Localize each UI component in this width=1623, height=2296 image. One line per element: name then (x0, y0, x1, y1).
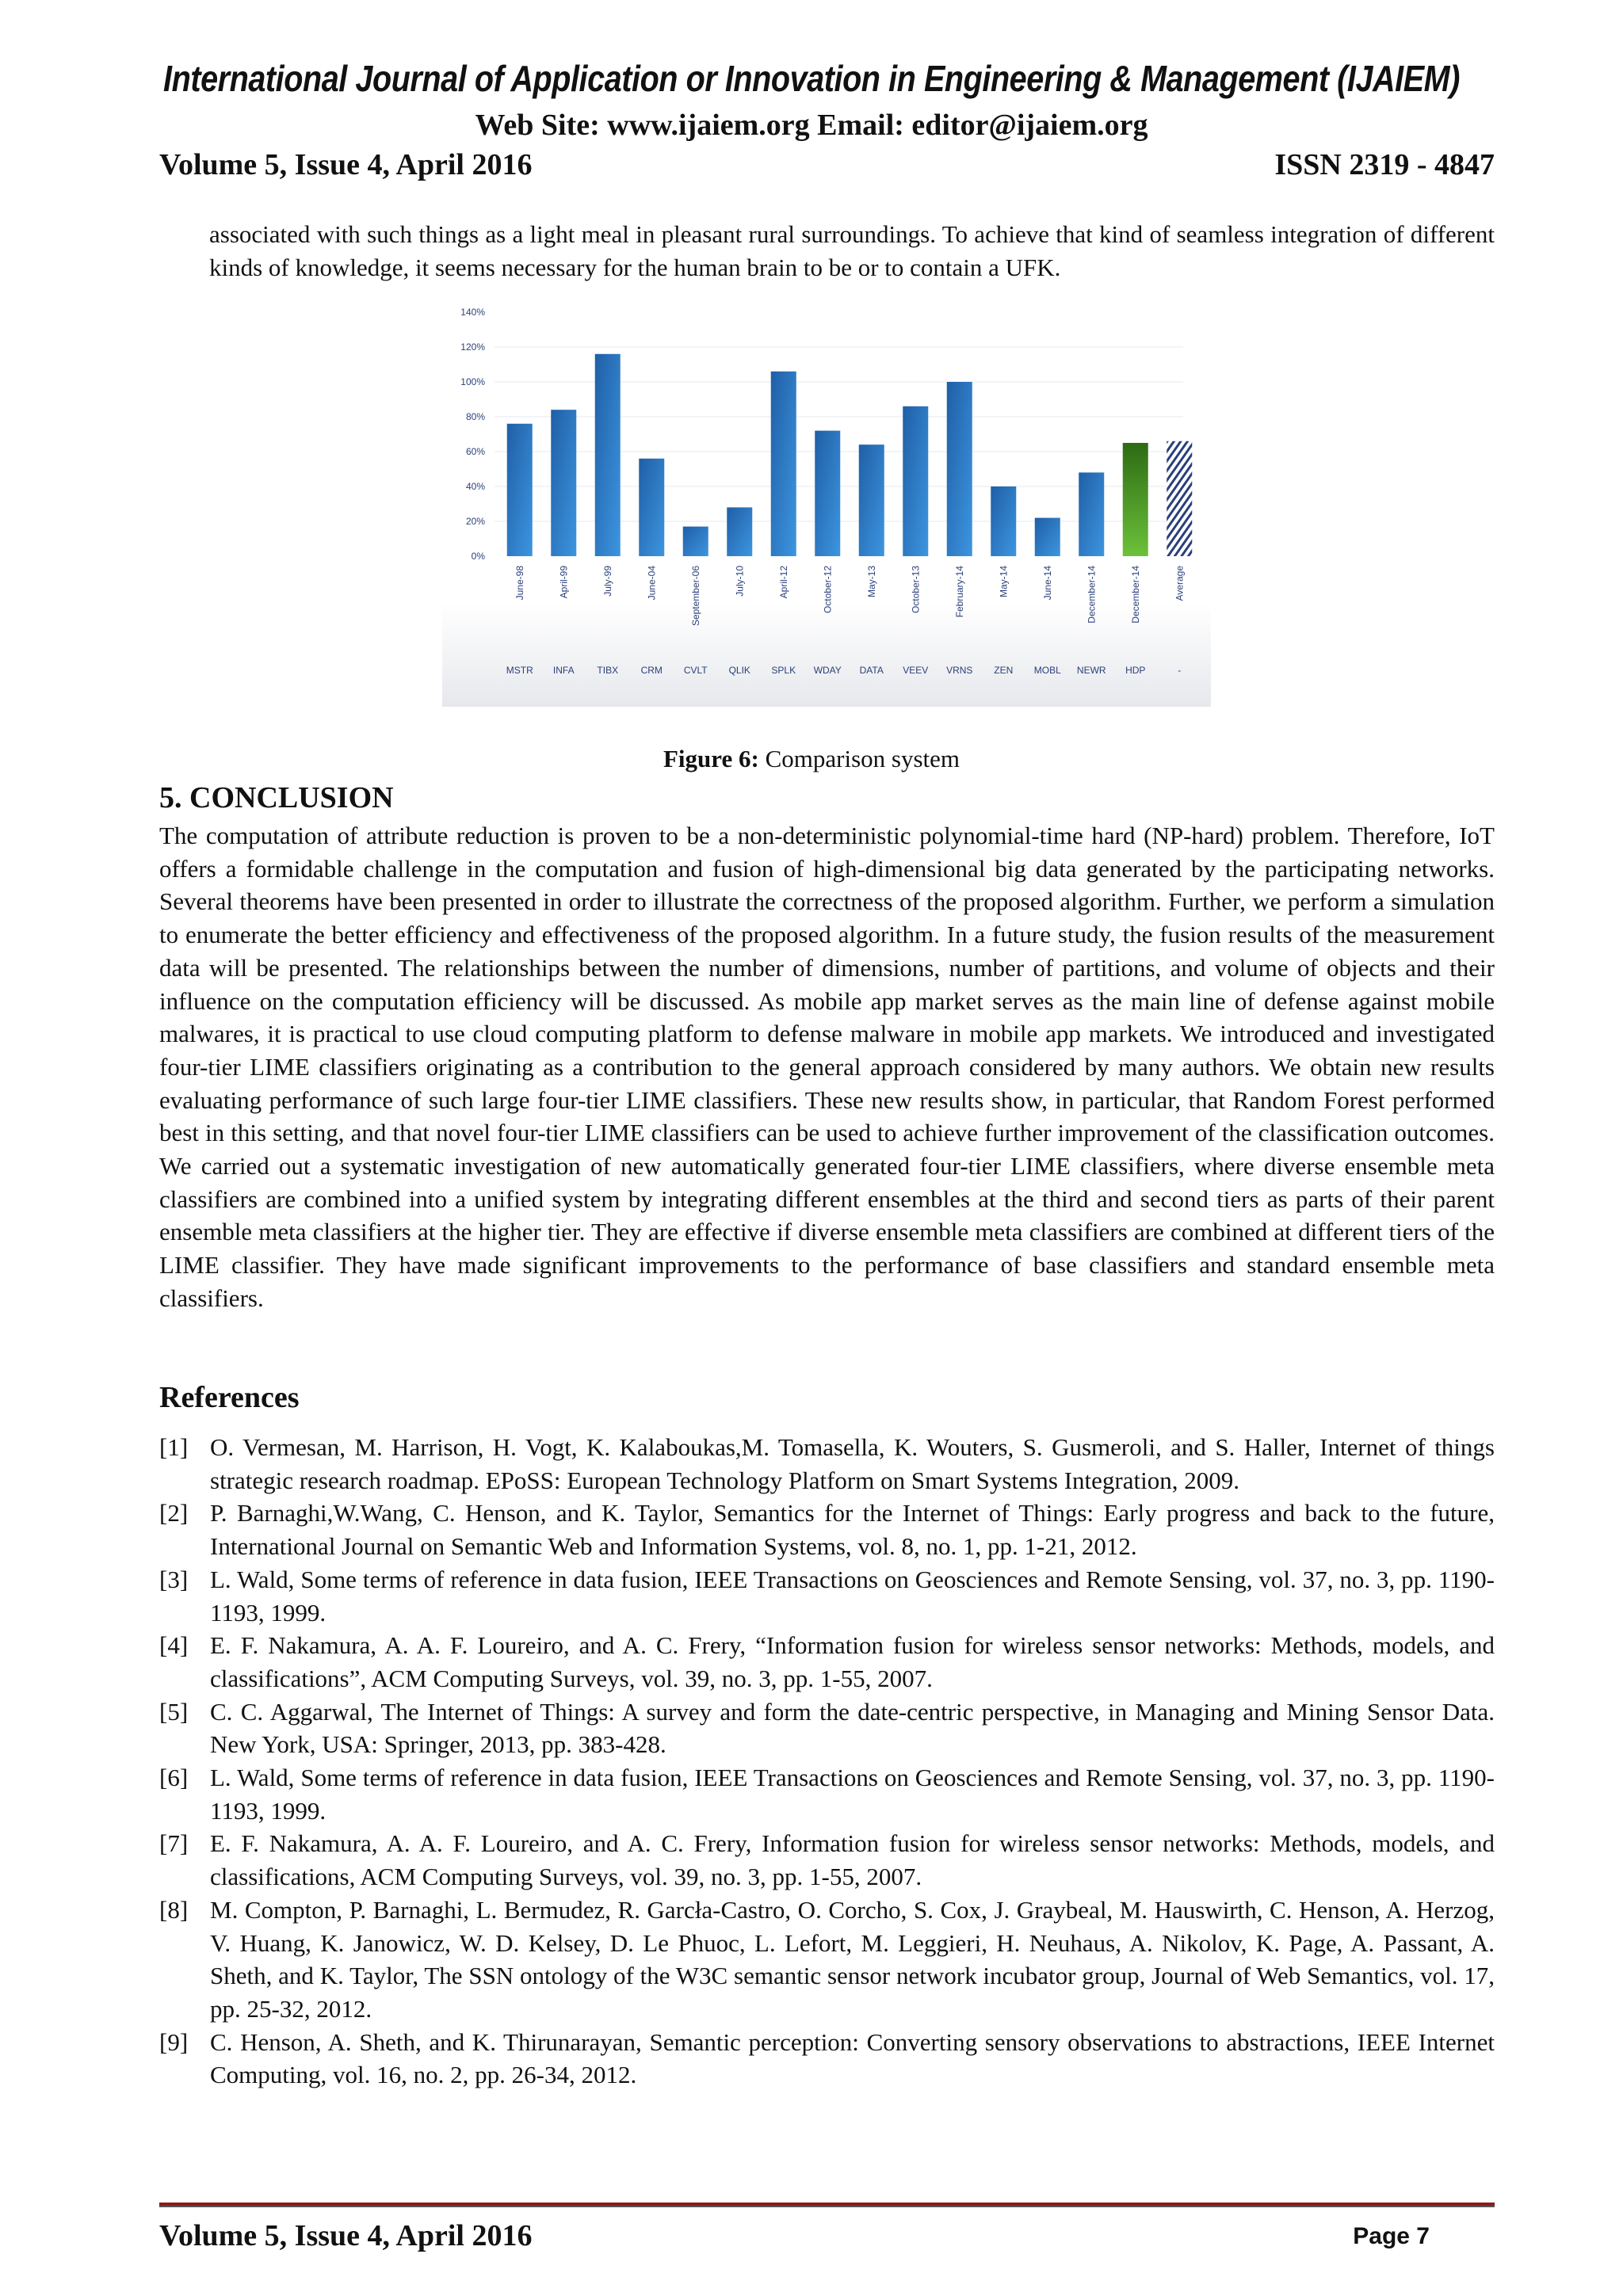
reference-item (159, 1827, 1495, 1893)
x-ticker-label: - (1178, 665, 1182, 676)
bar-crm (639, 459, 664, 556)
figure-label: Figure 6: (663, 745, 759, 772)
bar-data (859, 444, 884, 556)
comparison-bar-chart (442, 295, 1211, 711)
bar-infa (551, 410, 576, 556)
reference-number: [4] (159, 1631, 189, 1660)
y-tick-label: 80% (465, 411, 485, 422)
x-ticker-label: MOBL (1033, 665, 1061, 676)
reference-number: [6] (159, 1764, 189, 1792)
x-ticker-label: VEEV (903, 665, 929, 676)
conclusion-paragraph: The computation of attribute reduction is proven to be a non-deterministic polynomial-time hard (NP-hard) problem. Therefore, IoT offers a formidable challenge in the computation and fusion of high-dimensional big data generated by the participating networks. Several theorems have been presented in order to illustrate the correctness of the proposed algorithm. Further, we perform a simulation to enumerate the better efficiency and effectiveness of the proposed algorithm. In a future study, the fusion results of the measurement data will be presented. The relationships between the number of dimensions, number of partitions, and volume of objects and their influence on the computation efficiency will be discussed. As mobile app market serves as the main line of defense against mobile malwares, it is practical to use cloud computing platform to defense malware in mobile app markets. We introduced and investigated four-tier LIME classifiers originating as a contribution to the general approach considered by many authors. We obtain new results evaluating performance of such large four-tier LIME classifiers. These new results show, in particular, that Random Forest performed best in this setting, and that novel four-tier LIME classifiers can be used to achieve further improvement of the classification outcomes. We carried out a systematic investigation of new automatically generated four-tier LIME classifiers, where diverse ensemble meta classifiers are combined into a unified system by integrating different ensembles at the third and second tiers as parts of their parent ensemble meta classifiers at the higher tier. They are effective if diverse ensemble meta classifiers are combined at different tiers of the LIME classifier. They have made significant improvements to the performance of base classifiers and standard ensemble meta classifiers. (159, 822, 1495, 1312)
y-tick-label: 100% (460, 376, 485, 387)
x-ticker-label: ZEN (994, 665, 1014, 676)
bar-zen (991, 486, 1016, 556)
x-ticker-label: MSTR (506, 665, 533, 676)
bar-mstr (507, 424, 533, 556)
bar-vrns (947, 382, 972, 556)
y-tick-label: 120% (460, 341, 485, 353)
reference-number: [8] (159, 1895, 189, 1924)
x-date-label: October-12 (822, 566, 834, 614)
bar-newr (1079, 472, 1104, 556)
references-list (159, 1431, 1495, 2092)
bar-cvlt (683, 527, 708, 556)
y-tick-label: 20% (465, 516, 485, 527)
reference-number: [3] (159, 1565, 189, 1593)
journal-title: International Journal of Application or Innovation in Engineering & Management (IJAIEM) (163, 58, 1460, 99)
reference-text: P. Barnaghi,W.Wang, C. Henson, and K. Taylor, Semantics for the Internet of Things: Early progress and back to the future, International Journal on Semantic Web and Information Systems, vol. 8, no. 1, pp. 1-21, 2012. (210, 1499, 1495, 1561)
x-date-label: June-04 (646, 566, 658, 601)
x-date-label: October-13 (910, 566, 922, 614)
bar-veev (903, 406, 928, 556)
x-date-label: December-14 (1086, 566, 1098, 624)
reference-text: C. C. Aggarwal, The Internet of Things: A survey and form the date-centric perspective, in Managing and Mining Sensor Data. New York, USA: Springer, 2013, pp. 383-428. (210, 1697, 1495, 1759)
reference-item (159, 1563, 1495, 1629)
y-tick-label: 140% (460, 307, 485, 318)
journal-website-line: Web Site: www.ijaiem.org Email: editor@ijaiem.org (475, 109, 1148, 142)
reference-text: C. Henson, A. Sheth, and K. Thirunarayan, Semantic perception: Converting sensory observations to abstractions, IEEE Internet Computing, vol. 16, no. 2, pp. 26-34, 2012. (210, 2027, 1495, 2089)
bar-qlik (727, 507, 752, 556)
bar-wday (815, 431, 840, 556)
x-ticker-label: VRNS (946, 665, 973, 676)
x-date-label: September-06 (689, 566, 701, 627)
x-date-label: July-10 (734, 566, 746, 597)
y-tick-label: 60% (465, 446, 485, 457)
x-date-label: May-14 (998, 566, 1010, 598)
y-tick-label: 40% (465, 481, 485, 492)
section-heading-conclusion: 5. CONCLUSION (159, 781, 394, 814)
bar-splk (771, 372, 796, 556)
x-ticker-label: NEWR (1076, 665, 1106, 676)
figure-caption-text: Comparison system (758, 745, 960, 772)
reference-item (159, 2026, 1495, 2092)
x-ticker-label: TIBX (597, 665, 619, 676)
figure-caption (0, 745, 1623, 773)
x-ticker-label: CRM (640, 665, 663, 676)
reference-text: M. Compton, P. Barnaghi, L. Bermudez, R. Garcła-Castro, O. Corcho, S. Cox, J. Graybeal, M. Hauswirth, C. Henson, A. Herzog, V. Huang, K. Janowicz, W. D. Kelsey, D. Le Phuoc, L. Lefort, M. Leggieri, H. Neuhaus, A. Nikolov, K. Page, A. Passant, A. Sheth, and K. Taylor, The SSN ontology of the W3C semantic sensor network incubator group, Journal of Web Semantics, vol. 17, pp. 25-32, 2012. (210, 1895, 1495, 2023)
header-issn: ISSN 2319 - 4847 (1274, 148, 1495, 181)
reference-text: E. F. Nakamura, A. A. F. Loureiro, and A. C. Frery, Information fusion for wireless sensor networks: Methods, models, and classifications, ACM Computing Surveys, vol. 39, no. 3, pp. 1-55, 2007. (210, 1829, 1495, 1891)
x-date-label: Average (1174, 566, 1186, 601)
x-date-label: June-14 (1041, 566, 1053, 601)
x-ticker-label: DATA (859, 665, 884, 676)
x-ticker-label: WDAY (813, 665, 842, 676)
footer-page-number: Page 7 (1353, 2223, 1430, 2249)
reference-number: [5] (159, 1697, 189, 1726)
bar-hdp (1123, 443, 1148, 556)
x-ticker-label: SPLK (771, 665, 796, 676)
references-heading: References (159, 1381, 300, 1414)
reference-item (159, 1431, 1495, 1497)
reference-text: E. F. Nakamura, A. A. F. Loureiro, and A. C. Frery, “Information fusion for wireless sensor networks: Methods, models, and classifications”, ACM Computing Surveys, vol. 39, no. 3, pp. 1-55, 2007. (210, 1631, 1495, 1692)
reference-item (159, 1629, 1495, 1695)
bar-tibx (595, 354, 621, 556)
intro-paragraph: associated with such things as a light meal in pleasant rural surroundings. To achieve that kind of seamless integration of different kinds of knowledge, it seems necessary for the human brain to be or to contain a UFK. (209, 220, 1495, 281)
bar- (1167, 441, 1192, 556)
x-date-label: December-14 (1129, 566, 1141, 624)
reference-item (159, 1497, 1495, 1562)
reference-item (159, 1695, 1495, 1761)
reference-number: [7] (159, 1829, 189, 1858)
footer-rule (159, 2203, 1495, 2207)
x-ticker-label: HDP (1125, 665, 1146, 676)
x-ticker-label: INFA (552, 665, 575, 676)
bar-mobl (1035, 518, 1060, 556)
reference-number: [1] (159, 1433, 189, 1461)
reference-number: [9] (159, 2027, 189, 2056)
reference-item (159, 1894, 1495, 2026)
x-ticker-label: QLIK (728, 665, 750, 676)
x-ticker-label: CVLT (683, 665, 708, 676)
y-tick-label: 0% (471, 551, 485, 562)
reference-number: [2] (159, 1499, 189, 1527)
reference-text: O. Vermesan, M. Harrison, H. Vogt, K. Kalaboukas,M. Tomasella, K. Wouters, S. Gusmeroli, and S. Haller, Internet of things strategic research roadmap. EPoSS: European Technology Platform on Smart Systems Integration, 2009. (210, 1433, 1495, 1494)
x-date-label: February-14 (953, 566, 965, 618)
reference-text: L. Wald, Some terms of reference in data fusion, IEEE Transactions on Geosciences and Remote Sensing, vol. 37, no. 3, pp. 1190-1193, 1999. (210, 1764, 1495, 1825)
x-date-label: July-99 (601, 566, 613, 597)
x-date-label: April-12 (777, 566, 789, 599)
reference-text: L. Wald, Some terms of reference in data fusion, IEEE Transactions on Geosciences and Remote Sensing, vol. 37, no. 3, pp. 1190-1193, 1999. (210, 1565, 1495, 1627)
reference-item (159, 1761, 1495, 1827)
footer-volume: Volume 5, Issue 4, April 2016 (159, 2219, 533, 2252)
header-volume: Volume 5, Issue 4, April 2016 (159, 148, 533, 181)
x-date-label: June-98 (514, 566, 525, 601)
x-date-label: April-99 (558, 566, 570, 599)
x-date-label: May-13 (865, 566, 877, 598)
